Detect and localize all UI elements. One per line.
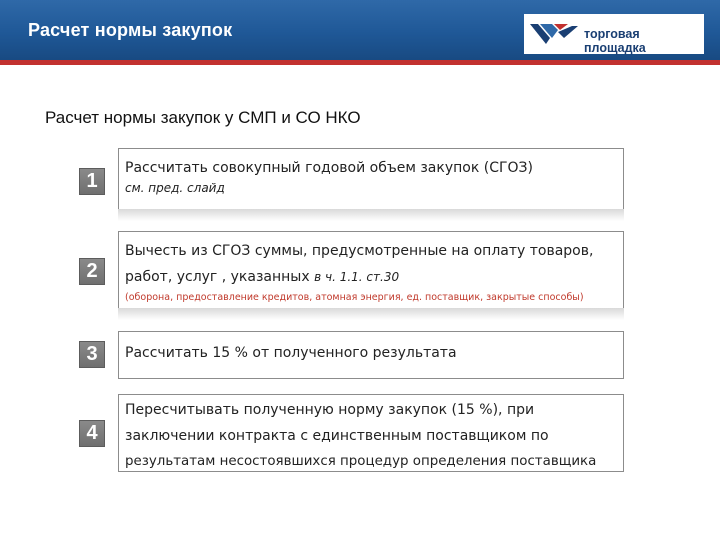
step-number-badge: 2 bbox=[79, 258, 105, 285]
step-box-4 bbox=[118, 394, 624, 472]
step-number-badge: 4 bbox=[79, 420, 105, 447]
step-4-line-2: заключении контракта с единственным поставщиком по bbox=[125, 428, 549, 444]
step-number-badge: 3 bbox=[79, 341, 105, 368]
slide-title: Расчет нормы закупок bbox=[28, 20, 233, 40]
step-4-line-3: результатам несостоявшихся процедур определения поставщика bbox=[125, 454, 597, 469]
step-number-badge: 1 bbox=[79, 168, 105, 195]
step-2-law-reference: в ч. 1.1. ст.30 bbox=[314, 270, 400, 284]
step-1-separator bbox=[118, 209, 624, 221]
step-box-1 bbox=[118, 148, 624, 210]
step-box-2 bbox=[118, 231, 624, 309]
logo-mark-icon bbox=[528, 20, 580, 48]
step-2-line-2-text: работ, услуг , указанных bbox=[125, 269, 310, 285]
step-4-line-1: Пересчитывать полученную норму закупок (15 %), при bbox=[125, 402, 535, 418]
step-2-line-2 bbox=[125, 264, 615, 290]
step-1-note: см. пред. слайд bbox=[125, 181, 225, 195]
logo bbox=[524, 14, 704, 54]
step-3-text: Рассчитать 15 % от полученного результата bbox=[125, 345, 457, 361]
step-2-separator bbox=[118, 308, 624, 320]
header-accent-line bbox=[0, 60, 720, 65]
step-box-3 bbox=[118, 331, 624, 379]
step-2-line-1: Вычесть из СГОЗ суммы, предусмотренные на оплату товаров, bbox=[125, 243, 594, 259]
step-1-text: Рассчитать совокупный годовой объем закупок (СГОЗ) bbox=[125, 160, 533, 176]
header-bar bbox=[0, 0, 720, 65]
logo-text: торговая площадка bbox=[584, 27, 646, 55]
section-heading: Расчет нормы закупок у СМП и СО НКО bbox=[45, 108, 361, 127]
step-2-exceptions-note: (оборона, предоставление кредитов, атомная энергия, ед. поставщик, закрытые способы) bbox=[125, 292, 584, 303]
